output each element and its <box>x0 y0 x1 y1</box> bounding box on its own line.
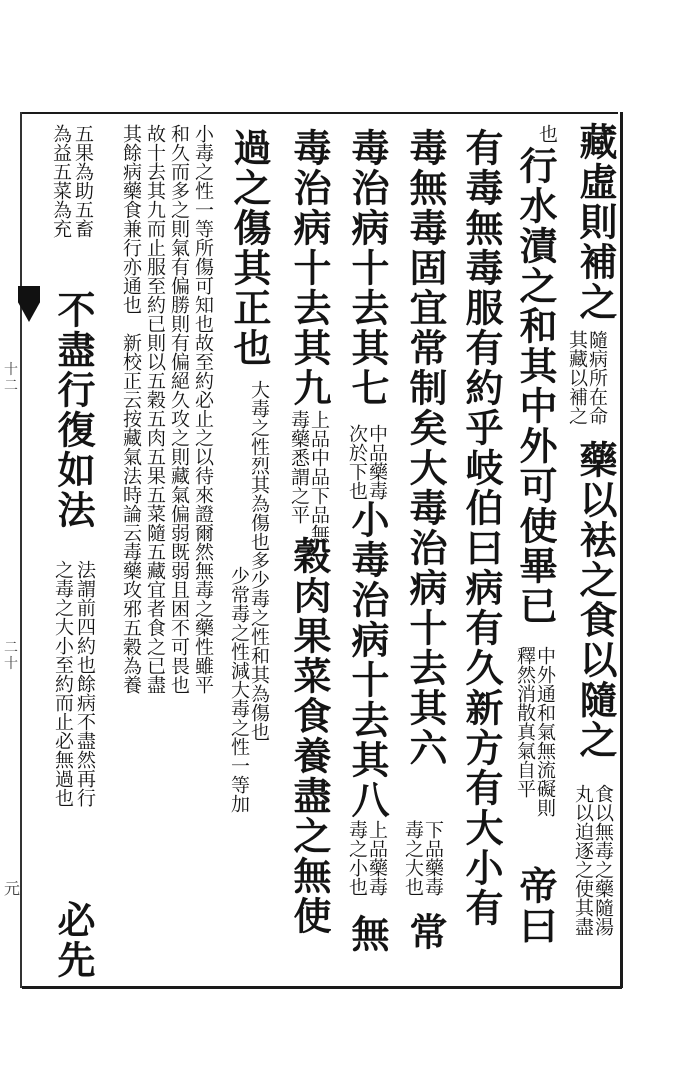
text-column-2b: 帝曰 <box>513 866 558 946</box>
commentary-1c: 食以無毒之藥隨湯 <box>592 784 614 936</box>
text-column-4b: 常 <box>403 912 448 952</box>
commentary-1a: 隨病所在命 <box>586 330 608 425</box>
text-column-5c: 無 <box>345 914 390 954</box>
text-column-6b: 穀肉果菜食養盡之無使 <box>287 536 332 936</box>
commentary-1b: 其藏以補之 <box>566 330 588 425</box>
commentary-12d: 之毒之大小至約而止必無過也 <box>52 560 74 807</box>
commentary-5b: 次於下也 <box>346 424 368 500</box>
text-column-5b: 小毒治病十去其八 <box>345 500 390 820</box>
frame-left-border <box>20 112 22 988</box>
margin-folio-1: 十二 <box>4 362 18 394</box>
commentary-col-8: 小毒之性一等所傷可知也故至約必止之以待來證爾然無毒之藥性雖平 <box>192 124 214 694</box>
commentary-col-9: 和久而多之則氣有偏勝則有偏絕久攻之則藏氣偏弱既弱且困不可畏也 <box>168 124 190 694</box>
commentary-12c: 法謂前四約也餘病不盡然再行 <box>74 560 96 807</box>
text-column-12b: 必先 <box>51 900 96 980</box>
margin-folio-3: 元 <box>4 879 21 898</box>
commentary-4a: 下品藥毒 <box>422 820 444 896</box>
frame-bottom-border <box>22 986 622 989</box>
text-column-4a: 毒無毒固宜常制矣大毒治病十去其六 <box>403 128 448 768</box>
text-column-1b: 藥以袪之食以隨之 <box>573 440 618 760</box>
commentary-6a: 上品中品下品無 <box>308 410 330 543</box>
commentary-6b: 毒藥悉謂之平 <box>288 410 310 524</box>
commentary-5c: 上品藥毒 <box>366 820 388 896</box>
commentary-2c: 釋然消散真氣自平 <box>514 646 536 798</box>
text-column-5a: 毒治病十去其七 <box>345 128 390 408</box>
frame-top-border <box>22 112 618 114</box>
commentary-col-10: 故十去其九而止服至約已則以五穀五肉五果五菜隨五藏宜者食之已盡 <box>144 124 166 694</box>
commentary-2b: 中外通和氣無流礙則 <box>534 646 556 817</box>
text-column-2a: 行水漬之和其中外可使畢已 <box>513 146 558 626</box>
margin-folio-2: 二十 <box>4 640 18 672</box>
commentary-7b: 少常毒之性減大毒之性一等加 <box>228 566 250 813</box>
commentary-12a: 五果為助五畜 <box>72 124 94 238</box>
commentary-7a: 大毒之性烈其為傷也多少毒之性和其為傷也 <box>248 380 270 741</box>
commentary-5d: 毒之小也 <box>346 820 368 896</box>
commentary-col-11: 其餘病藥食兼行亦通也 新校正云按藏氣法時論云毒藥攻邪五穀為養 <box>120 124 142 694</box>
text-column-6a: 毒治病十去其九 <box>287 128 332 408</box>
text-column-3: 有毒無毒服有約乎岐伯曰病有久新方有大小有 <box>459 128 504 928</box>
text-column-1a: 藏虛則補之 <box>573 122 618 322</box>
text-column-12a: 不盡行復如法 <box>51 290 96 530</box>
commentary-2a: 也 <box>536 124 558 143</box>
commentary-5a: 中品藥毒 <box>366 424 388 500</box>
text-column-7a: 過之傷其正也 <box>227 128 272 368</box>
commentary-12b: 為益五菜為充 <box>50 124 72 238</box>
commentary-4b: 毒之大也 <box>402 820 424 896</box>
commentary-1d: 丸以迫逐之使其盡 <box>572 784 594 936</box>
